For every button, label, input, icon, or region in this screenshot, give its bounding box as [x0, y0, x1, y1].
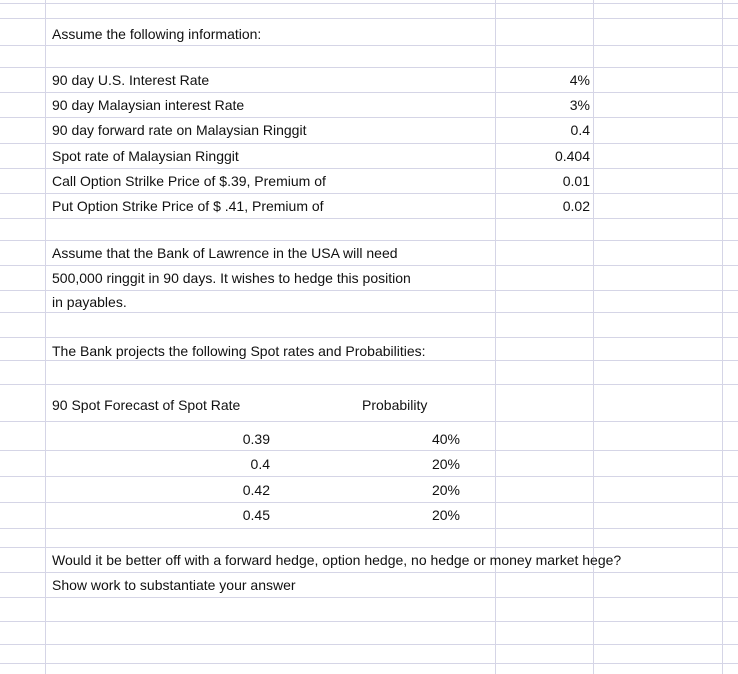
info-label: 90 day forward rate on Malaysian Ringgit [52, 122, 307, 138]
info-value: 0.01 [562, 173, 590, 189]
info-value: 0.4 [570, 122, 590, 138]
row-gridline [0, 3, 738, 4]
row-gridline [0, 312, 738, 313]
row-gridline [0, 663, 738, 664]
row-gridline [0, 337, 738, 338]
row-gridline [0, 193, 738, 194]
row-gridline [0, 384, 738, 385]
info-value: 4% [569, 72, 590, 88]
info-label: 90 day Malaysian interest Rate [52, 97, 245, 113]
row-gridline [0, 644, 738, 645]
info-value: 3% [569, 97, 590, 113]
forecast-probability: 20% [431, 507, 460, 523]
scenario-line: 500,000 ringgit in 90 days. It wishes to hedge this position [52, 270, 411, 286]
row-gridline [0, 168, 738, 169]
forecast-rate: 0.42 [242, 482, 270, 498]
info-label: Call Option Strilke Price of $.39, Premium of [52, 173, 326, 189]
column-gridline [593, 0, 594, 674]
row-gridline [0, 450, 738, 451]
row-gridline [0, 528, 738, 529]
forecast-rate: 0.4 [250, 456, 270, 472]
row-gridline [0, 572, 738, 573]
row-gridline [0, 597, 738, 598]
row-gridline [0, 421, 738, 422]
info-value: 0.02 [562, 198, 590, 214]
row-gridline [0, 290, 738, 291]
row-gridline [0, 476, 738, 477]
intro-text: Assume the following information: [52, 26, 262, 42]
row-gridline [0, 502, 738, 503]
column-gridline [495, 0, 496, 674]
projection-intro: The Bank projects the following Spot rates and Probabilities: [52, 343, 426, 359]
question-line: Show work to substantiate your answer [52, 577, 296, 593]
row-gridline [0, 218, 738, 219]
info-label: Put Option Strike Price of $ .41, Premium of [52, 198, 324, 214]
row-gridline [0, 265, 738, 266]
info-value: 0.404 [554, 148, 590, 164]
forecast-probability: 20% [431, 456, 460, 472]
column-gridline [45, 0, 46, 674]
row-gridline [0, 92, 738, 93]
forecast-rate: 0.45 [242, 507, 270, 523]
row-gridline [0, 547, 738, 548]
row-gridline [0, 240, 738, 241]
info-label: Spot rate of Malaysian Ringgit [52, 148, 239, 164]
row-gridline [0, 143, 738, 144]
forecast-probability: 40% [431, 431, 460, 447]
row-gridline [0, 117, 738, 118]
forecast-rate-header: 90 Spot Forecast of Spot Rate [52, 397, 241, 413]
info-label: 90 day U.S. Interest Rate [52, 72, 210, 88]
forecast-probability: 20% [431, 482, 460, 498]
forecast-rate: 0.39 [242, 431, 270, 447]
row-gridline [0, 45, 738, 46]
row-gridline [0, 67, 738, 68]
scenario-line: Assume that the Bank of Lawrence in the USA will need [52, 245, 398, 261]
scenario-line: in payables. [52, 294, 127, 310]
row-gridline [0, 621, 738, 622]
question-line: Would it be better off with a forward hedge, option hedge, no hedge or money market hege? [52, 552, 622, 568]
row-gridline [0, 18, 738, 19]
column-gridline [722, 0, 723, 674]
probability-header: Probability [362, 397, 428, 413]
